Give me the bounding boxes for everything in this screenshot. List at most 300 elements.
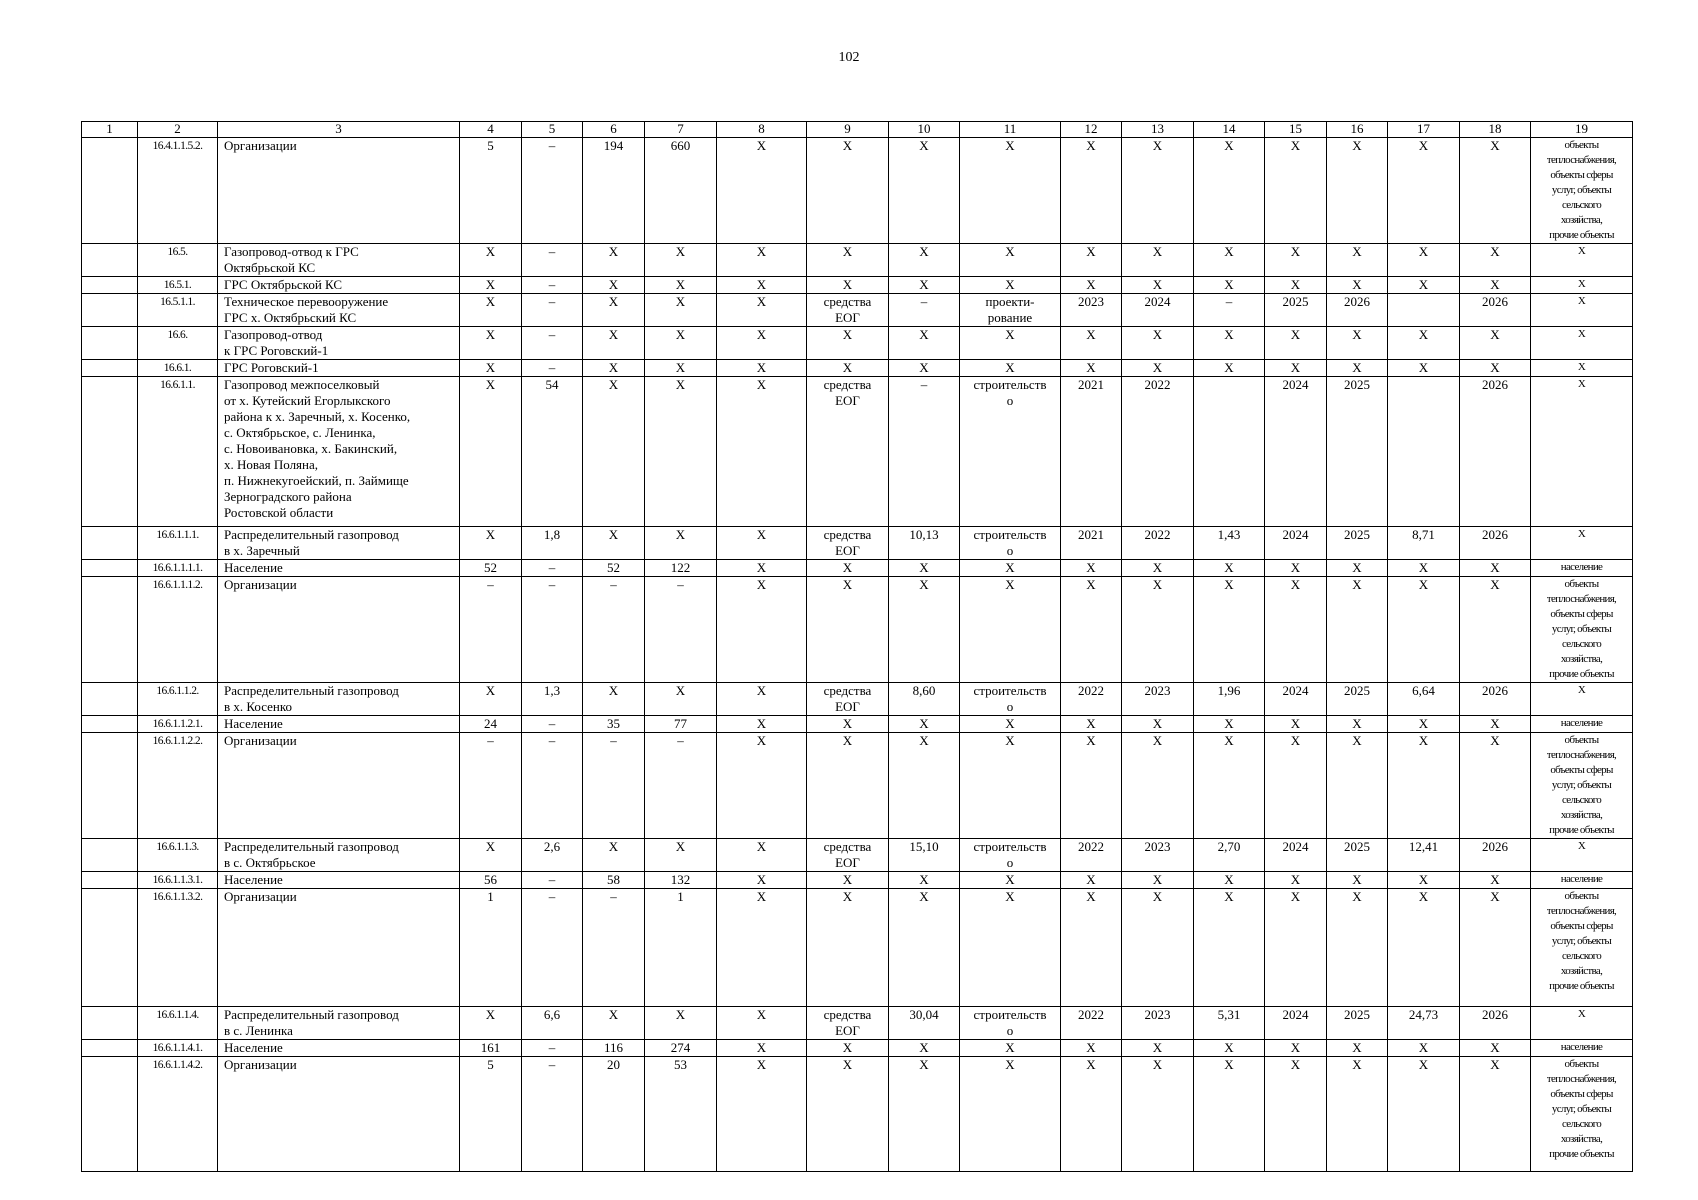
cell-col-10: X (889, 1040, 960, 1057)
cell-col-9: X (807, 872, 889, 889)
cell-col-10: X (889, 277, 960, 294)
cell-col-8: X (717, 1057, 807, 1172)
cell-col-12: X (1061, 138, 1122, 244)
cell-col-8: X (717, 577, 807, 683)
table-row (82, 327, 1633, 360)
cell-col-5: – (522, 294, 583, 327)
cell-col-2: 16.6.1.1. (138, 377, 218, 527)
cell-col-11: X (960, 360, 1061, 377)
cell-col-18: X (1460, 733, 1531, 839)
cell-col-12: 2022 (1061, 1007, 1122, 1040)
cell-col-19: X (1531, 1007, 1633, 1040)
cell-col-19: объекты теплоснабжения, объекты сферы услуг, объекты сельского хозяйства, прочие объекты (1531, 1057, 1633, 1172)
cell-col-19: X (1531, 377, 1633, 527)
cell-col-8: X (717, 138, 807, 244)
cell-col-16: X (1327, 1057, 1388, 1172)
column-number-12: 12 (1061, 122, 1122, 138)
cell-col-12: X (1061, 1040, 1122, 1057)
cell-col-18: 2026 (1460, 839, 1531, 872)
cell-col-11: строительств о (960, 839, 1061, 872)
cell-col-16: X (1327, 277, 1388, 294)
cell-col-8: X (717, 277, 807, 294)
cell-col-18: X (1460, 716, 1531, 733)
cell-col-17: X (1388, 327, 1460, 360)
cell-col-19: объекты теплоснабжения, объекты сферы услуг, объекты сельского хозяйства, прочие объекты (1531, 733, 1633, 839)
cell-col-5: – (522, 716, 583, 733)
cell-col-5: – (522, 733, 583, 839)
cell-col-12: 2021 (1061, 377, 1122, 527)
cell-col-9: X (807, 560, 889, 577)
cell-col-8: X (717, 839, 807, 872)
table-row (82, 839, 1633, 872)
cell-col-14: X (1194, 277, 1265, 294)
cell-col-3: Организации (218, 733, 460, 839)
cell-col-2: 16.5.1. (138, 277, 218, 294)
cell-col-19: объекты теплоснабжения, объекты сферы услуг, объекты сельского хозяйства, прочие объекты (1531, 577, 1633, 683)
cell-col-7: 122 (645, 560, 717, 577)
cell-col-13: X (1122, 244, 1194, 277)
cell-col-19: население (1531, 560, 1633, 577)
column-number-10: 10 (889, 122, 960, 138)
cell-col-17: X (1388, 138, 1460, 244)
cell-col-16: X (1327, 360, 1388, 377)
cell-col-1 (82, 138, 138, 244)
cell-col-18: X (1460, 327, 1531, 360)
column-number-19: 19 (1531, 122, 1633, 138)
cell-col-11: проекти- рование (960, 294, 1061, 327)
column-number-4: 4 (460, 122, 522, 138)
cell-col-15: X (1265, 889, 1327, 1007)
cell-col-9: X (807, 360, 889, 377)
cell-col-11: X (960, 716, 1061, 733)
cell-col-9: X (807, 138, 889, 244)
page-number: 102 (838, 50, 860, 65)
cell-col-8: X (717, 872, 807, 889)
cell-col-3: Газопровод межпоселковый от х. Кутейский Егорлыкского района к х. Заречный, х. Косенко, с. Октябрьское, с. Ленинка, с. Новоивановка, х. Бакинский, х. Новая Поляна, п. Нижнекугоейский, п. Займище Зерноградского района Ростовской области (218, 377, 460, 527)
table-row (82, 138, 1633, 244)
header-row (82, 122, 1633, 138)
cell-col-17: X (1388, 277, 1460, 294)
cell-col-12: X (1061, 360, 1122, 377)
cell-col-18: 2026 (1460, 683, 1531, 716)
cell-col-17 (1388, 294, 1460, 327)
cell-col-18: X (1460, 360, 1531, 377)
cell-col-5: 2,6 (522, 839, 583, 872)
cell-col-9: средства ЕОГ (807, 839, 889, 872)
cell-col-15: X (1265, 1040, 1327, 1057)
column-number-18: 18 (1460, 122, 1531, 138)
cell-col-16: X (1327, 244, 1388, 277)
cell-col-17: X (1388, 577, 1460, 683)
cell-col-11: X (960, 138, 1061, 244)
cell-col-10: 30,04 (889, 1007, 960, 1040)
cell-col-17: 12,41 (1388, 839, 1460, 872)
cell-col-9: средства ЕОГ (807, 377, 889, 527)
cell-col-18: X (1460, 277, 1531, 294)
column-number-11: 11 (960, 122, 1061, 138)
cell-col-12: X (1061, 716, 1122, 733)
cell-col-6: 52 (583, 560, 645, 577)
cell-col-7: X (645, 527, 717, 560)
cell-col-4: 56 (460, 872, 522, 889)
cell-col-15: X (1265, 577, 1327, 683)
cell-col-11: X (960, 1057, 1061, 1172)
cell-col-1 (82, 889, 138, 1007)
cell-col-4: 5 (460, 138, 522, 244)
cell-col-3: Население (218, 716, 460, 733)
cell-col-14: X (1194, 244, 1265, 277)
cell-col-5: – (522, 1057, 583, 1172)
cell-col-6: X (583, 683, 645, 716)
cell-col-7: – (645, 577, 717, 683)
cell-col-13: X (1122, 716, 1194, 733)
cell-col-12: X (1061, 733, 1122, 839)
table-row (82, 377, 1633, 527)
cell-col-3: Организации (218, 889, 460, 1007)
cell-col-5: – (522, 872, 583, 889)
cell-col-11: строительств о (960, 377, 1061, 527)
cell-col-17: X (1388, 716, 1460, 733)
cell-col-5: – (522, 360, 583, 377)
cell-col-18: X (1460, 1057, 1531, 1172)
cell-col-14: X (1194, 577, 1265, 683)
cell-col-7: 1 (645, 889, 717, 1007)
cell-col-16: 2025 (1327, 377, 1388, 527)
cell-col-11: строительств о (960, 683, 1061, 716)
cell-col-16: X (1327, 1040, 1388, 1057)
cell-col-10: – (889, 377, 960, 527)
cell-col-9: X (807, 577, 889, 683)
cell-col-3: Распределительный газопровод в х. Косенко (218, 683, 460, 716)
cell-col-8: X (717, 244, 807, 277)
cell-col-7: 660 (645, 138, 717, 244)
cell-col-7: X (645, 1007, 717, 1040)
cell-col-18: X (1460, 889, 1531, 1007)
cell-col-5: – (522, 277, 583, 294)
cell-col-5: – (522, 1040, 583, 1057)
cell-col-15: X (1265, 138, 1327, 244)
cell-col-10: X (889, 360, 960, 377)
table-row (82, 733, 1633, 839)
cell-col-8: X (717, 1007, 807, 1040)
cell-col-8: X (717, 716, 807, 733)
cell-col-19: X (1531, 244, 1633, 277)
cell-col-9: X (807, 327, 889, 360)
cell-col-12: X (1061, 560, 1122, 577)
cell-col-2: 16.6.1.1.4.1. (138, 1040, 218, 1057)
cell-col-13: X (1122, 889, 1194, 1007)
cell-col-7: 77 (645, 716, 717, 733)
cell-col-16: X (1327, 889, 1388, 1007)
table-row (82, 1040, 1633, 1057)
cell-col-3: Население (218, 560, 460, 577)
cell-col-17: X (1388, 733, 1460, 839)
cell-col-14: X (1194, 327, 1265, 360)
cell-col-1 (82, 577, 138, 683)
cell-col-6: X (583, 1007, 645, 1040)
cell-col-12: 2023 (1061, 294, 1122, 327)
cell-col-13: X (1122, 1057, 1194, 1172)
cell-col-10: – (889, 294, 960, 327)
cell-col-11: строительств о (960, 1007, 1061, 1040)
column-number-17: 17 (1388, 122, 1460, 138)
cell-col-15: 2024 (1265, 839, 1327, 872)
cell-col-1 (82, 1057, 138, 1172)
cell-col-12: 2022 (1061, 683, 1122, 716)
cell-col-3: ГРС Октябрьской КС (218, 277, 460, 294)
cell-col-13: X (1122, 138, 1194, 244)
cell-col-19: X (1531, 527, 1633, 560)
column-number-13: 13 (1122, 122, 1194, 138)
cell-col-7: X (645, 839, 717, 872)
cell-col-14: 1,96 (1194, 683, 1265, 716)
cell-col-18: 2026 (1460, 527, 1531, 560)
cell-col-14: X (1194, 1057, 1265, 1172)
cell-col-15: X (1265, 327, 1327, 360)
cell-col-17: X (1388, 1057, 1460, 1172)
column-number-15: 15 (1265, 122, 1327, 138)
cell-col-2: 16.6.1.1.4.2. (138, 1057, 218, 1172)
cell-col-6: X (583, 294, 645, 327)
cell-col-17: X (1388, 1040, 1460, 1057)
cell-col-13: X (1122, 327, 1194, 360)
cell-col-7: 53 (645, 1057, 717, 1172)
cell-col-8: X (717, 377, 807, 527)
cell-col-8: X (717, 889, 807, 1007)
cell-col-16: X (1327, 577, 1388, 683)
cell-col-12: 2022 (1061, 839, 1122, 872)
cell-col-2: 16.6.1.1.3. (138, 839, 218, 872)
cell-col-18: 2026 (1460, 377, 1531, 527)
cell-col-1 (82, 294, 138, 327)
cell-col-19: X (1531, 839, 1633, 872)
cell-col-1 (82, 1007, 138, 1040)
column-number-2: 2 (138, 122, 218, 138)
cell-col-13: 2024 (1122, 294, 1194, 327)
cell-col-5: – (522, 138, 583, 244)
data-table (81, 121, 1633, 1172)
cell-col-18: X (1460, 244, 1531, 277)
cell-col-15: X (1265, 872, 1327, 889)
cell-col-13: X (1122, 1040, 1194, 1057)
cell-col-2: 16.4.1.1.5.2. (138, 138, 218, 244)
table-row (82, 360, 1633, 377)
cell-col-17: X (1388, 872, 1460, 889)
cell-col-7: X (645, 683, 717, 716)
table-row (82, 889, 1633, 1007)
cell-col-17: 8,71 (1388, 527, 1460, 560)
cell-col-18: X (1460, 138, 1531, 244)
cell-col-7: X (645, 360, 717, 377)
cell-col-12: X (1061, 244, 1122, 277)
cell-col-10: X (889, 716, 960, 733)
cell-col-14: – (1194, 294, 1265, 327)
cell-col-10: X (889, 560, 960, 577)
table-row (82, 577, 1633, 683)
cell-col-3: Распределительный газопровод в с. Октябрьское (218, 839, 460, 872)
cell-col-15: X (1265, 277, 1327, 294)
cell-col-11: X (960, 560, 1061, 577)
cell-col-2: 16.6.1.1.3.1. (138, 872, 218, 889)
cell-col-10: X (889, 1057, 960, 1172)
cell-col-14: X (1194, 560, 1265, 577)
cell-col-10: 15,10 (889, 839, 960, 872)
cell-col-13: X (1122, 560, 1194, 577)
table-body (82, 122, 1633, 1172)
cell-col-3: Население (218, 872, 460, 889)
cell-col-6: 116 (583, 1040, 645, 1057)
cell-col-3: Организации (218, 577, 460, 683)
cell-col-10: X (889, 733, 960, 839)
cell-col-15: 2025 (1265, 294, 1327, 327)
cell-col-6: X (583, 839, 645, 872)
cell-col-19: X (1531, 277, 1633, 294)
cell-col-10: 10,13 (889, 527, 960, 560)
column-number-5: 5 (522, 122, 583, 138)
column-number-7: 7 (645, 122, 717, 138)
cell-col-9: X (807, 277, 889, 294)
cell-col-16: X (1327, 327, 1388, 360)
cell-col-9: средства ЕОГ (807, 1007, 889, 1040)
cell-col-5: 1,3 (522, 683, 583, 716)
cell-col-7: 132 (645, 872, 717, 889)
cell-col-6: 194 (583, 138, 645, 244)
cell-col-16: 2025 (1327, 683, 1388, 716)
cell-col-4: 1 (460, 889, 522, 1007)
cell-col-14: X (1194, 360, 1265, 377)
cell-col-10: X (889, 872, 960, 889)
column-number-6: 6 (583, 122, 645, 138)
cell-col-14 (1194, 377, 1265, 527)
cell-col-14: 2,70 (1194, 839, 1265, 872)
cell-col-5: – (522, 889, 583, 1007)
cell-col-2: 16.5. (138, 244, 218, 277)
cell-col-12: X (1061, 1057, 1122, 1172)
cell-col-13: X (1122, 733, 1194, 839)
cell-col-3: Организации (218, 1057, 460, 1172)
cell-col-5: 6,6 (522, 1007, 583, 1040)
table-row (82, 683, 1633, 716)
cell-col-15: X (1265, 733, 1327, 839)
cell-col-8: X (717, 683, 807, 716)
cell-col-15: X (1265, 1057, 1327, 1172)
cell-col-9: X (807, 244, 889, 277)
cell-col-4: – (460, 733, 522, 839)
cell-col-10: X (889, 327, 960, 360)
cell-col-4: 52 (460, 560, 522, 577)
table-row (82, 716, 1633, 733)
cell-col-19: X (1531, 360, 1633, 377)
cell-col-14: X (1194, 1040, 1265, 1057)
cell-col-4: 161 (460, 1040, 522, 1057)
cell-col-2: 16.6.1.1.4. (138, 1007, 218, 1040)
cell-col-6: X (583, 360, 645, 377)
table-row (82, 1007, 1633, 1040)
cell-col-3: Организации (218, 138, 460, 244)
cell-col-14: X (1194, 716, 1265, 733)
cell-col-6: – (583, 889, 645, 1007)
cell-col-19: X (1531, 294, 1633, 327)
cell-col-17: X (1388, 360, 1460, 377)
cell-col-19: население (1531, 716, 1633, 733)
cell-col-6: X (583, 377, 645, 527)
cell-col-4: X (460, 527, 522, 560)
cell-col-6: 58 (583, 872, 645, 889)
cell-col-13: X (1122, 577, 1194, 683)
cell-col-9: средства ЕОГ (807, 527, 889, 560)
table-row (82, 1057, 1633, 1172)
cell-col-1 (82, 360, 138, 377)
cell-col-7: 274 (645, 1040, 717, 1057)
cell-col-4: X (460, 377, 522, 527)
cell-col-1 (82, 1040, 138, 1057)
cell-col-12: X (1061, 872, 1122, 889)
cell-col-7: X (645, 327, 717, 360)
cell-col-1 (82, 244, 138, 277)
cell-col-12: X (1061, 277, 1122, 294)
cell-col-14: X (1194, 138, 1265, 244)
cell-col-12: X (1061, 327, 1122, 360)
cell-col-17: 6,64 (1388, 683, 1460, 716)
cell-col-15: 2024 (1265, 1007, 1327, 1040)
cell-col-11: X (960, 733, 1061, 839)
cell-col-3: Распределительный газопровод в с. Ленинка (218, 1007, 460, 1040)
cell-col-16: X (1327, 733, 1388, 839)
cell-col-3: Газопровод-отвод к ГРС Октябрьской КС (218, 244, 460, 277)
table-row (82, 277, 1633, 294)
cell-col-3: ГРС Роговский-1 (218, 360, 460, 377)
cell-col-4: X (460, 683, 522, 716)
cell-col-9: X (807, 716, 889, 733)
cell-col-2: 16.6.1.1.2.1. (138, 716, 218, 733)
cell-col-17 (1388, 377, 1460, 527)
cell-col-13: X (1122, 872, 1194, 889)
column-number-16: 16 (1327, 122, 1388, 138)
cell-col-16: 2025 (1327, 527, 1388, 560)
cell-col-11: X (960, 577, 1061, 683)
cell-col-9: X (807, 1040, 889, 1057)
cell-col-13: 2022 (1122, 377, 1194, 527)
cell-col-5: – (522, 560, 583, 577)
cell-col-9: X (807, 889, 889, 1007)
cell-col-1 (82, 527, 138, 560)
cell-col-15: X (1265, 244, 1327, 277)
cell-col-4: X (460, 327, 522, 360)
cell-col-2: 16.6. (138, 327, 218, 360)
cell-col-19: X (1531, 327, 1633, 360)
cell-col-13: 2022 (1122, 527, 1194, 560)
cell-col-11: X (960, 244, 1061, 277)
cell-col-4: X (460, 294, 522, 327)
cell-col-9: X (807, 1057, 889, 1172)
cell-col-8: X (717, 327, 807, 360)
cell-col-1 (82, 277, 138, 294)
cell-col-16: 2025 (1327, 839, 1388, 872)
cell-col-15: X (1265, 560, 1327, 577)
cell-col-14: 5,31 (1194, 1007, 1265, 1040)
cell-col-18: X (1460, 560, 1531, 577)
cell-col-8: X (717, 527, 807, 560)
cell-col-4: X (460, 1007, 522, 1040)
cell-col-2: 16.5.1.1. (138, 294, 218, 327)
cell-col-11: строительств о (960, 527, 1061, 560)
cell-col-19: объекты теплоснабжения, объекты сферы услуг, объекты сельского хозяйства, прочие объекты (1531, 138, 1633, 244)
cell-col-4: X (460, 839, 522, 872)
cell-col-12: X (1061, 577, 1122, 683)
cell-col-13: X (1122, 360, 1194, 377)
cell-col-15: 2024 (1265, 377, 1327, 527)
cell-col-18: X (1460, 1040, 1531, 1057)
